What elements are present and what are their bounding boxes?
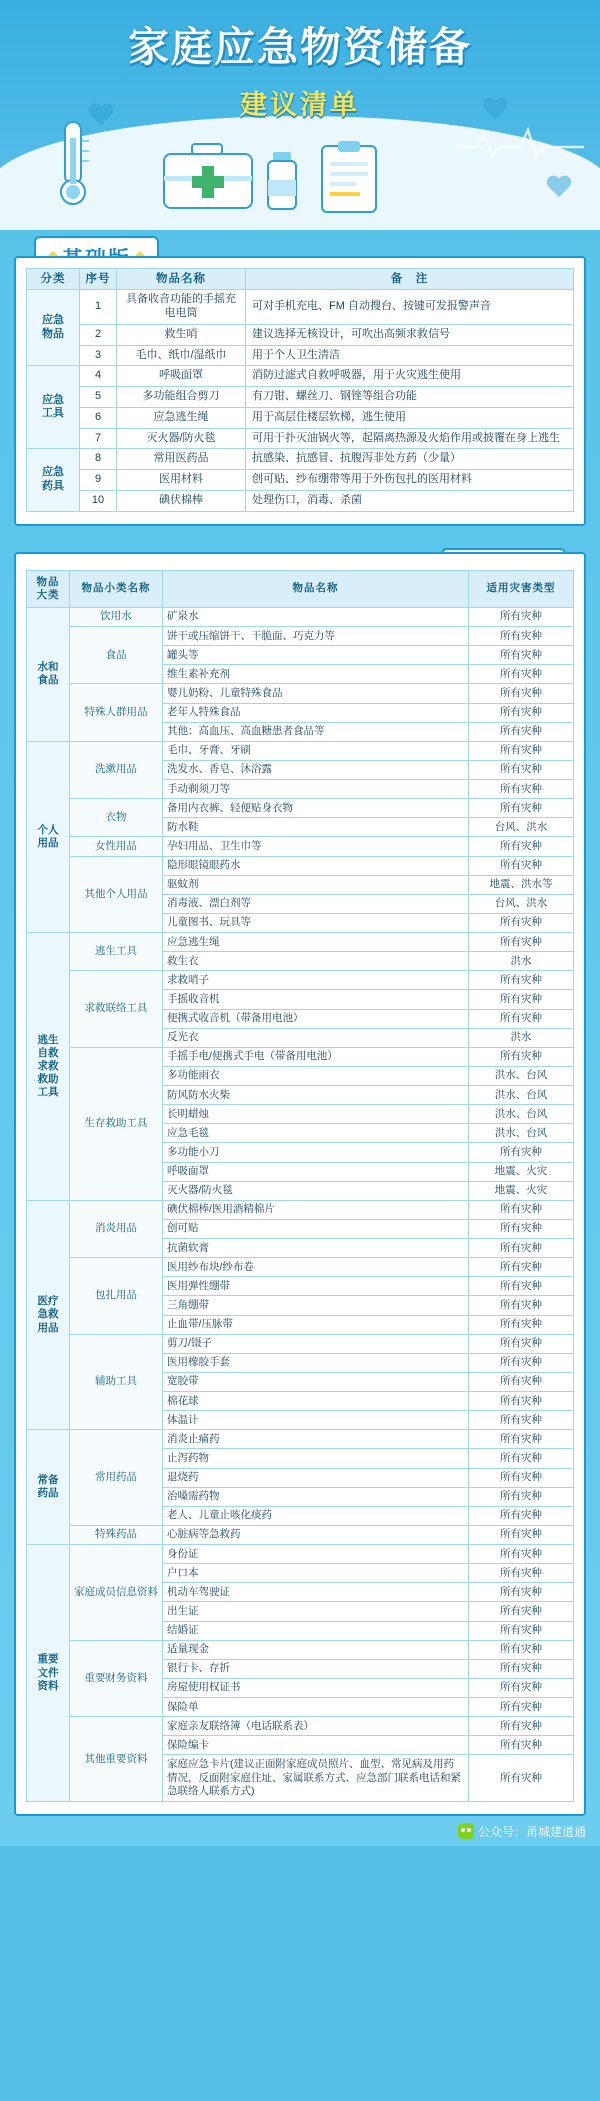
clipboard-icon [318, 140, 380, 216]
table-row [27, 799, 574, 818]
disaster-type-cell: 所有灾种 [469, 1239, 574, 1258]
extended-table [26, 570, 574, 1803]
col-category: 分类 [27, 269, 80, 290]
page-subtitle: 建议清单 [240, 90, 360, 120]
sub-category-cell: 生存救助工具 [70, 1047, 163, 1200]
item-name-cell: 房屋使用权证书 [163, 1678, 469, 1697]
item-name-cell: 毛巾、纸巾/湿纸巾 [117, 345, 246, 366]
first-aid-kit-icon [160, 140, 256, 214]
sub-category-cell: 辅助工具 [70, 1334, 163, 1430]
sub-category-cell: 重要财务资料 [70, 1640, 163, 1717]
disaster-type-cell: 所有灾种 [469, 856, 574, 875]
item-name-cell: 保险编卡 [163, 1736, 469, 1755]
item-name-cell: 具备收音功能的手摇充电电筒 [117, 290, 246, 325]
table-row [27, 1258, 574, 1277]
big-category-cell: 重要 文件 资料 [27, 1545, 70, 1802]
disaster-type-cell: 所有灾种 [469, 1755, 574, 1802]
remark-cell: 消防过滤式自救呼吸器，用于火灾逃生使用 [246, 366, 574, 387]
col-index: 序号 [80, 269, 117, 290]
sub-category-cell: 衣物 [70, 799, 163, 837]
heart-icon [546, 176, 572, 200]
table-row [27, 1430, 574, 1449]
item-name-cell: 应急逃生绳 [117, 407, 246, 428]
disaster-type-cell: 所有灾种 [469, 837, 574, 856]
item-name-cell: 矿泉水 [163, 607, 469, 626]
big-category-cell: 医疗 急救 用品 [27, 1200, 70, 1430]
table-row [27, 1545, 574, 1564]
table-row [27, 490, 574, 511]
item-name-cell: 长明蜡烛 [163, 1105, 469, 1124]
item-name-cell: 消毒液、漂白剂等 [163, 894, 469, 913]
item-name-cell: 便携式收音机（带备用电池） [163, 1009, 469, 1028]
disaster-type-cell: 所有灾种 [469, 799, 574, 818]
table-row [27, 324, 574, 345]
wechat-credit [458, 1823, 586, 1840]
disaster-type-cell: 所有灾种 [469, 1698, 574, 1717]
index-cell: 9 [80, 470, 117, 491]
item-name-cell: 救生衣 [163, 952, 469, 971]
remark-cell: 处理伤口，消毒、杀菌 [246, 490, 574, 511]
item-name-cell: 灭火器/防火毯 [117, 428, 246, 449]
big-category-cell: 水和 食品 [27, 607, 70, 741]
item-name-cell: 家庭应急卡片(建议正面附家庭成员照片、血型、常见病及用药情况，反面附家庭住址、家属联系方式、应急部门联系电话和紧急联络人联系方式) [163, 1755, 469, 1802]
table-row [27, 407, 574, 428]
item-name-cell: 抗菌软膏 [163, 1239, 469, 1258]
index-cell: 5 [80, 387, 117, 408]
item-name-cell: 毛巾、牙膏、牙刷 [163, 741, 469, 760]
disaster-type-cell: 所有灾种 [469, 1678, 574, 1697]
item-name-cell: 隐形眼镜眼药水 [163, 856, 469, 875]
disaster-type-cell: 所有灾种 [469, 1315, 574, 1334]
table-row [27, 1200, 574, 1219]
item-name-cell: 儿童图书、玩具等 [163, 913, 469, 932]
item-name-cell: 碘伏棉棒 [117, 490, 246, 511]
table-row [27, 627, 574, 646]
table-row [27, 1525, 574, 1544]
index-cell: 6 [80, 407, 117, 428]
disaster-type-cell: 所有灾种 [469, 1219, 574, 1238]
remark-cell: 有刀钳、螺丝刀、钢锉等组合功能 [246, 387, 574, 408]
disaster-type-cell: 所有灾种 [469, 684, 574, 703]
item-name-cell: 医用纱布块/纱布卷 [163, 1258, 469, 1277]
item-name-cell: 婴儿奶粉、儿童特殊食品 [163, 684, 469, 703]
remark-cell: 创可贴、纱布绷带等用于外伤包扎的医用材料 [246, 470, 574, 491]
table-row [27, 1640, 574, 1659]
disaster-type-cell: 所有灾种 [469, 1430, 574, 1449]
disaster-type-cell: 洪水、台风 [469, 1086, 574, 1105]
disaster-type-cell: 所有灾种 [469, 1411, 574, 1430]
item-name-cell: 多功能雨衣 [163, 1066, 469, 1085]
disaster-type-cell: 所有灾种 [469, 1506, 574, 1525]
disaster-type-cell: 所有灾种 [469, 646, 574, 665]
table-row [27, 387, 574, 408]
item-name-cell: 呼吸面罩 [163, 1162, 469, 1181]
disaster-type-cell: 所有灾种 [469, 1296, 574, 1315]
item-name-cell: 心脏病等急救药 [163, 1525, 469, 1544]
disaster-type-cell: 所有灾种 [469, 1143, 574, 1162]
item-name-cell: 碘伏棉棒/医用酒精棉片 [163, 1200, 469, 1219]
page-title: 家庭应急物资储备 [128, 24, 472, 70]
hero-banner [0, 0, 600, 230]
remark-cell: 建议选择无核设计，可吹出高频求救信号 [246, 324, 574, 345]
table-row [27, 837, 574, 856]
disaster-type-cell: 所有灾种 [469, 1372, 574, 1391]
disaster-type-cell: 所有灾种 [469, 722, 574, 741]
category-cell: 应急 物品 [27, 290, 80, 366]
item-name-cell: 身份证 [163, 1545, 469, 1564]
remark-cell: 可用于扑灭油锅火等，起隔离热源及火焰作用或披覆在身上逃生 [246, 428, 574, 449]
disaster-type-cell: 所有灾种 [469, 1449, 574, 1468]
sub-category-cell: 饮用水 [70, 607, 163, 626]
item-name-cell: 三角绷带 [163, 1296, 469, 1315]
item-name-cell: 棉花球 [163, 1392, 469, 1411]
disaster-type-cell: 所有灾种 [469, 1353, 574, 1372]
medicine-bottle-icon [262, 150, 302, 212]
table-row [27, 345, 574, 366]
sub-category-cell: 其他重要资料 [70, 1717, 163, 1802]
table-row [27, 290, 574, 325]
item-name-cell: 结婚证 [163, 1621, 469, 1640]
table-row [27, 971, 574, 990]
disaster-type-cell: 所有灾种 [469, 627, 574, 646]
table-row [27, 1047, 574, 1066]
footer-bar [0, 1816, 600, 1846]
extended-table-body [27, 607, 574, 1801]
table-row [27, 684, 574, 703]
thermometer-icon [52, 118, 94, 210]
item-name-cell: 维生素补充剂 [163, 665, 469, 684]
disaster-type-cell: 所有灾种 [469, 1602, 574, 1621]
table-row [27, 607, 574, 626]
sub-category-cell: 洗漱用品 [70, 741, 163, 798]
basic-card [14, 256, 586, 526]
sub-category-cell: 逃生工具 [70, 933, 163, 971]
disaster-type-cell: 所有灾种 [469, 1640, 574, 1659]
table-row [27, 933, 574, 952]
index-cell: 7 [80, 428, 117, 449]
item-name-cell: 消炎止痛药 [163, 1430, 469, 1449]
disaster-type-cell: 地震、火灾 [469, 1181, 574, 1200]
table-row [27, 1334, 574, 1353]
disaster-type-cell: 所有灾种 [469, 1468, 574, 1487]
basic-table-body [27, 290, 574, 511]
big-category-cell: 常备 药品 [27, 1430, 70, 1545]
wechat-icon [458, 1823, 474, 1839]
index-cell: 2 [80, 324, 117, 345]
table-header-row [27, 269, 574, 290]
item-name-cell: 手动剃须刀等 [163, 780, 469, 799]
item-name-cell: 治嗓需药物 [163, 1487, 469, 1506]
item-name-cell: 户口本 [163, 1564, 469, 1583]
item-name-cell: 医用材料 [117, 470, 246, 491]
disaster-type-cell: 所有灾种 [469, 1525, 574, 1544]
disaster-type-cell: 所有灾种 [469, 1487, 574, 1506]
big-category-cell: 逃生 自救 求救 救助 工具 [27, 933, 70, 1201]
item-name-cell: 剪刀/镊子 [163, 1334, 469, 1353]
disaster-type-cell: 所有灾种 [469, 1277, 574, 1296]
disaster-type-cell: 所有灾种 [469, 1659, 574, 1678]
disaster-type-cell: 所有灾种 [469, 990, 574, 1009]
table-row [27, 741, 574, 760]
table-row [27, 449, 574, 470]
table-row [27, 470, 574, 491]
col-remark: 备 注 [246, 269, 574, 290]
table-row [27, 1717, 574, 1736]
basic-table [26, 268, 574, 512]
wechat-label: 公众号：甬城建道通 [477, 1824, 586, 1839]
item-name-cell: 家庭亲友联络簿（电话联系表） [163, 1717, 469, 1736]
item-name-cell: 饼干或压缩饼干、干脆面、巧克力等 [163, 627, 469, 646]
item-name-cell: 常用医药品 [117, 449, 246, 470]
item-name-cell: 多功能组合剪刀 [117, 387, 246, 408]
index-cell: 4 [80, 366, 117, 387]
item-name-cell: 银行卡、存折 [163, 1659, 469, 1678]
item-name-cell: 防水鞋 [163, 818, 469, 837]
disaster-type-cell: 所有灾种 [469, 933, 574, 952]
sub-category-cell: 包扎用品 [70, 1258, 163, 1335]
disaster-type-cell: 洪水、台风 [469, 1105, 574, 1124]
disaster-type-cell: 所有灾种 [469, 1736, 574, 1755]
disaster-type-cell: 所有灾种 [469, 741, 574, 760]
index-cell: 8 [80, 449, 117, 470]
item-name-cell: 手摇收音机 [163, 990, 469, 1009]
index-cell: 3 [80, 345, 117, 366]
item-name-cell: 手摇手电/便携式手电（带备用电池） [163, 1047, 469, 1066]
sub-category-cell: 家庭成员信息资料 [70, 1545, 163, 1641]
col-sub-category: 物品小类名称 [70, 570, 163, 607]
table-row [27, 428, 574, 449]
sub-category-cell: 特殊人群用品 [70, 684, 163, 741]
col-item-name: 物品名称 [163, 570, 469, 607]
disaster-type-cell: 所有灾种 [469, 1200, 574, 1219]
sub-category-cell: 特殊药品 [70, 1525, 163, 1544]
sub-category-cell: 求救联络工具 [70, 971, 163, 1048]
index-cell: 1 [80, 290, 117, 325]
item-name-cell: 保险单 [163, 1698, 469, 1717]
disaster-type-cell: 所有灾种 [469, 703, 574, 722]
item-name-cell: 防风防水火柴 [163, 1086, 469, 1105]
item-name-cell: 反光衣 [163, 1028, 469, 1047]
item-name-cell: 孕妇用品、卫生巾等 [163, 837, 469, 856]
disaster-type-cell: 所有灾种 [469, 1545, 574, 1564]
item-name-cell: 止血带/压脉带 [163, 1315, 469, 1334]
item-name-cell: 老人、儿童止咳化痰药 [163, 1506, 469, 1525]
col-item-name: 物品名称 [117, 269, 246, 290]
item-name-cell: 老年人特殊食品 [163, 703, 469, 722]
disaster-type-cell: 所有灾种 [469, 1258, 574, 1277]
item-name-cell: 应急逃生绳 [163, 933, 469, 952]
item-name-cell: 罐头等 [163, 646, 469, 665]
item-name-cell: 医用弹性绷带 [163, 1277, 469, 1296]
item-name-cell: 洗发水、香皂、沐浴露 [163, 760, 469, 779]
item-name-cell: 灭火器/防火毯 [163, 1181, 469, 1200]
item-name-cell: 适量现金 [163, 1640, 469, 1659]
category-cell: 应急 药具 [27, 449, 80, 511]
item-name-cell: 退烧药 [163, 1468, 469, 1487]
disaster-type-cell: 所有灾种 [469, 1564, 574, 1583]
item-name-cell: 止泻药物 [163, 1449, 469, 1468]
table-row [27, 366, 574, 387]
item-name-cell: 医用橡胶手套 [163, 1353, 469, 1372]
disaster-type-cell: 所有灾种 [469, 607, 574, 626]
item-name-cell: 求救哨子 [163, 971, 469, 990]
disaster-type-cell: 地震、洪水等 [469, 875, 574, 894]
item-name-cell: 多功能小刀 [163, 1143, 469, 1162]
disaster-type-cell: 所有灾种 [469, 1621, 574, 1640]
big-category-cell: 个人 用品 [27, 741, 70, 932]
table-row [27, 856, 574, 875]
item-name-cell: 其他：高血压、高血糖患者食品等 [163, 722, 469, 741]
item-name-cell: 驱蚊剂 [163, 875, 469, 894]
hero-title-block [0, 0, 600, 122]
ecg-line-icon [454, 122, 584, 162]
disaster-type-cell: 所有灾种 [469, 1583, 574, 1602]
sub-category-cell: 其他个人用品 [70, 856, 163, 933]
disaster-type-cell: 所有灾种 [469, 780, 574, 799]
disaster-type-cell: 所有灾种 [469, 1334, 574, 1353]
disaster-type-cell: 所有灾种 [469, 913, 574, 932]
sub-category-cell: 食品 [70, 627, 163, 684]
table-header-row [27, 570, 574, 607]
item-name-cell: 体温计 [163, 1411, 469, 1430]
sub-category-cell: 消炎用品 [70, 1200, 163, 1257]
item-name-cell: 出生证 [163, 1602, 469, 1621]
extended-card [14, 552, 586, 1817]
disaster-type-cell: 所有灾种 [469, 1009, 574, 1028]
item-name-cell: 救生哨 [117, 324, 246, 345]
disaster-type-cell: 所有灾种 [469, 1717, 574, 1736]
disaster-type-cell: 洪水、台风 [469, 1124, 574, 1143]
sub-category-cell: 女性用品 [70, 837, 163, 856]
disaster-type-cell: 洪水 [469, 952, 574, 971]
disaster-type-cell: 所有灾种 [469, 1047, 574, 1066]
remark-cell: 可对手机充电、FM 自动搜台、按键可发报警声音 [246, 290, 574, 325]
item-name-cell: 机动车驾驶证 [163, 1583, 469, 1602]
disaster-type-cell: 所有灾种 [469, 971, 574, 990]
item-name-cell: 创可贴 [163, 1219, 469, 1238]
disaster-type-cell: 所有灾种 [469, 1392, 574, 1411]
item-name-cell: 备用内衣裤、轻便贴身衣物 [163, 799, 469, 818]
remark-cell: 抗感染、抗感冒、抗腹泻非处方药（少量） [246, 449, 574, 470]
col-big-category: 物品 大类 [27, 570, 70, 607]
disaster-type-cell: 洪水、台风 [469, 1066, 574, 1085]
item-name-cell: 宽胶带 [163, 1372, 469, 1391]
index-cell: 10 [80, 490, 117, 511]
item-name-cell: 呼吸面罩 [117, 366, 246, 387]
disaster-type-cell: 洪水 [469, 1028, 574, 1047]
col-disaster-type: 适用灾害类型 [469, 570, 574, 607]
item-name-cell: 应急毛毯 [163, 1124, 469, 1143]
sub-category-cell: 常用药品 [70, 1430, 163, 1526]
disaster-type-cell: 所有灾种 [469, 760, 574, 779]
disaster-type-cell: 台风、洪水 [469, 818, 574, 837]
disaster-type-cell: 地震、火灾 [469, 1162, 574, 1181]
remark-cell: 用于个人卫生清洁 [246, 345, 574, 366]
remark-cell: 用于高层住楼层软梯，逃生使用 [246, 407, 574, 428]
disaster-type-cell: 所有灾种 [469, 665, 574, 684]
category-cell: 应急 工具 [27, 366, 80, 449]
disaster-type-cell: 台风、洪水 [469, 894, 574, 913]
